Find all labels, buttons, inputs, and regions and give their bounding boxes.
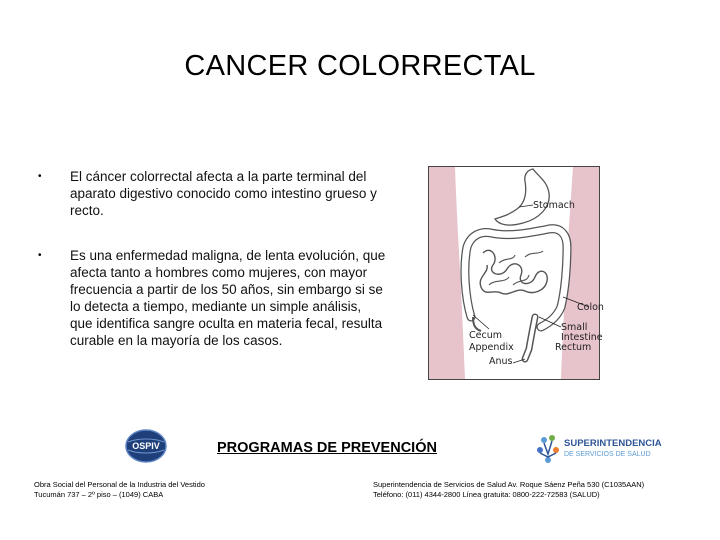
bullet-text: El cáncer colorrectal afecta a la parte terminal del aparato digestivo conocido como intestino grueso y recto. <box>70 169 377 218</box>
rectum-label: Rectum <box>555 342 592 353</box>
colon-outline <box>465 229 567 327</box>
logo-right-line1: SUPERINTENDENCIA <box>564 438 662 449</box>
slide-title: CANCER COLORRECTAL <box>184 50 536 82</box>
footer-left <box>34 480 205 500</box>
intestine-label: Intestine <box>561 332 603 343</box>
small-intestine-detail <box>489 251 543 285</box>
stomach-shape <box>495 169 549 225</box>
stomach-label: Stomach <box>533 200 575 211</box>
bullet-item <box>36 168 386 219</box>
ospiv-logo <box>124 428 168 464</box>
appendix-label: Appendix <box>469 342 514 353</box>
body-left-side <box>429 167 465 379</box>
bullet-item <box>36 247 386 349</box>
anus-label: Anus <box>489 356 513 367</box>
bullet-marker: • <box>38 171 42 182</box>
logo-right-line2: DE SERVICIOS DE SALUD <box>564 451 651 458</box>
digestive-system-illustration <box>428 166 604 380</box>
bullet-text: Es una enfermedad maligna, de lenta evolución, que afecta tanto a hombres como mujeres, con mayor frecuencia a partir de los 50 años, sin embargo si se lo detecta a tiempo, mediante un simple análisis, que identifica sangre oculta en materia fecal, resulta curable en la mayoría de los casos. <box>70 248 386 348</box>
small-label: Small <box>561 322 588 333</box>
globe-icon <box>124 428 168 464</box>
figure-icon <box>541 437 547 443</box>
superintendencia-logo <box>536 432 666 470</box>
cecum-label: Cecum <box>469 330 502 341</box>
superintendencia-logo-graphic <box>536 432 666 470</box>
footer-right-line2: Teléfono: (011) 4344-2800 Línea gratuita: 0800-222-72583 (SALUD) <box>373 490 600 499</box>
footer-left-line1: Obra Social del Personal de la Industria del Vestido <box>34 480 205 489</box>
bullet-marker: • <box>38 250 42 261</box>
footer-right-line1: Superintendencia de Servicios de Salud Av. Roque Sáenz Peña 530 (C1035AAN) <box>373 480 645 489</box>
colon-inner <box>465 229 567 327</box>
bullet-list <box>36 168 386 377</box>
footer-left-line2: Tucumán 737 – 2º piso – (1049) CABA <box>34 490 164 499</box>
footer-right <box>373 480 644 500</box>
colon-label: Colon <box>577 302 604 313</box>
ospiv-logo-text: OSPIV <box>132 441 160 451</box>
program-heading: PROGRAMAS DE PREVENCIÓN <box>217 440 437 456</box>
